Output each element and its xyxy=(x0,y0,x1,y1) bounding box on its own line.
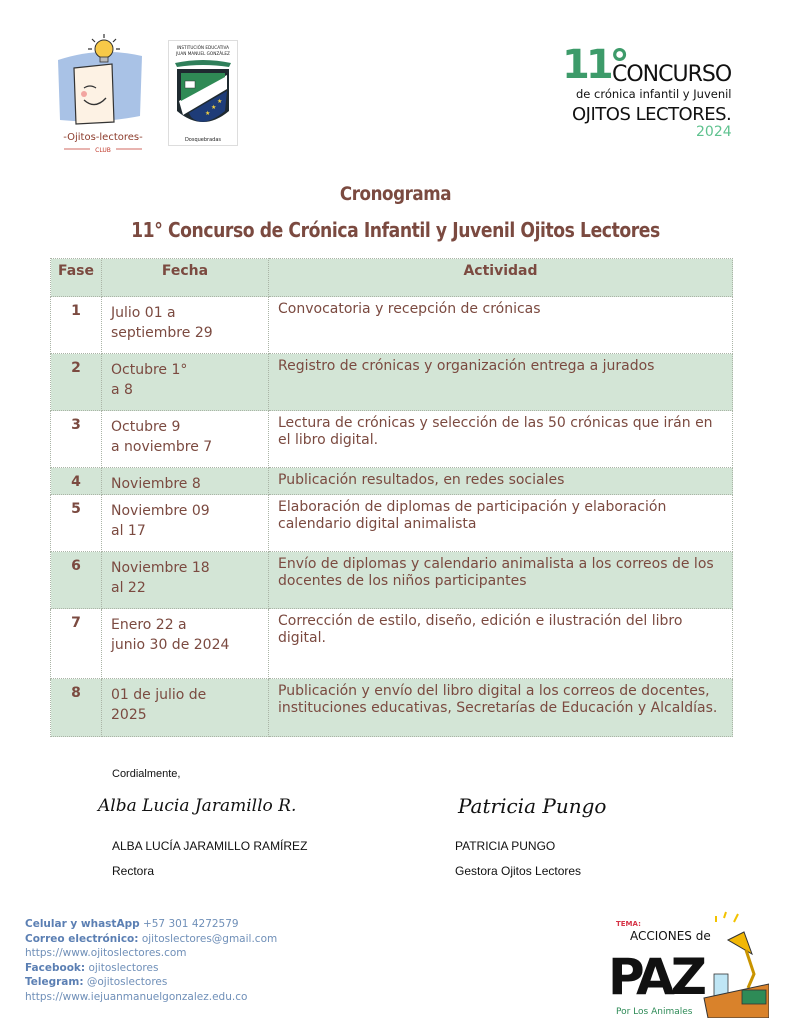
actividad-cell: Publicación resultados, en redes sociales xyxy=(269,468,733,495)
header-actividad: Actividad xyxy=(269,259,733,297)
fase-cell: 4 xyxy=(51,468,102,495)
svg-text:-Ojitos-lectores-: -Ojitos-lectores- xyxy=(63,132,143,143)
ojitos-lectores-club-logo xyxy=(50,32,156,154)
svg-text:★: ★ xyxy=(211,104,217,111)
lamp-icon xyxy=(728,932,754,988)
acciones-de-paz-badge xyxy=(604,910,769,1018)
table-row xyxy=(51,354,733,411)
signature-gestora: Patricia Pungo xyxy=(458,794,607,818)
actividad-cell: Envío de diplomas y calendario animalista a los correos de los docentes de los niños participantes xyxy=(269,552,733,609)
salutation: Cordialmente, xyxy=(112,768,181,780)
book-face xyxy=(74,64,114,124)
contact-phone: Celular y whastApp +57 301 4272579 xyxy=(25,918,239,930)
fase-cell: 1 xyxy=(51,297,102,354)
page-title: Cronograma xyxy=(339,183,452,205)
fecha-cell: Octubre 1° a 8 xyxy=(102,354,269,411)
table-row xyxy=(51,609,733,679)
svg-text:INSTITUCIÓN EDUCATIVA: INSTITUCIÓN EDUCATIVA xyxy=(176,45,230,50)
fase-cell: 8 xyxy=(51,679,102,737)
signer-role-rectora: Rectora xyxy=(112,864,155,878)
book-icon xyxy=(742,990,766,1004)
actividad-cell: Publicación y envío del libro digital a los correos de docentes, instituciones educativas, Secretarías de Educación y Alcaldías. xyxy=(269,679,733,737)
table-row xyxy=(51,411,733,468)
svg-text:★: ★ xyxy=(205,110,211,117)
schedule-table xyxy=(50,258,733,737)
svg-text:Por Los Animales: Por Los Animales xyxy=(616,1007,693,1017)
fase-cell: 3 xyxy=(51,411,102,468)
website2-link[interactable]: https://www.iejuanmanuelgonzalez.edu.co xyxy=(25,990,248,1003)
table-row xyxy=(51,468,733,495)
glass-icon xyxy=(714,974,728,996)
actividad-cell: Elaboración de diplomas de participación y elaboración calendario digital animalista xyxy=(269,495,733,552)
actividad-cell: Registro de crónicas y organización entrega a jurados xyxy=(269,354,733,411)
svg-text:★: ★ xyxy=(217,98,223,105)
contact-email: Correo electrónico: ojitoslectores@gmail.com xyxy=(25,932,278,945)
institution-crest-logo xyxy=(168,40,238,146)
concurso-logo xyxy=(560,38,750,138)
fase-cell: 5 xyxy=(51,495,102,552)
svg-text:CLUB: CLUB xyxy=(95,147,111,154)
contact-telegram: Telegram: @ojitoslectores xyxy=(25,976,168,988)
signer-name-gestora: PATRICIA PUNGO xyxy=(455,839,556,853)
fecha-cell: Julio 01 a septiembre 29 xyxy=(102,297,269,354)
actividad-cell: Convocatoria y recepción de crónicas xyxy=(269,297,733,354)
signer-name-rectora: ALBA LUCÍA JARAMILLO RAMÍREZ xyxy=(112,839,308,853)
fecha-cell: Noviembre 18 al 22 xyxy=(102,552,269,609)
svg-text:de crónica infantil y Juvenil: de crónica infantil y Juvenil xyxy=(576,87,732,101)
svg-text:Dosquebradas: Dosquebradas xyxy=(184,137,222,143)
email-link[interactable]: ojitoslectores@gmail.com xyxy=(141,932,278,945)
table-row xyxy=(51,552,733,609)
fecha-cell: Noviembre 8 xyxy=(102,468,269,495)
table-header-row xyxy=(51,259,733,297)
svg-text:11°: 11° xyxy=(562,42,626,88)
fase-cell: 6 xyxy=(51,552,102,609)
fecha-cell: Octubre 9 a noviembre 7 xyxy=(102,411,269,468)
contact-facebook: Facebook: ojitoslectores xyxy=(25,961,159,974)
fecha-cell: Enero 22 a junio 30 de 2024 xyxy=(102,609,269,679)
signature-rectora: Alba Lucia Jaramillo R. xyxy=(98,796,297,816)
svg-text:PAZ: PAZ xyxy=(608,948,704,1006)
svg-text:ACCIONES de: ACCIONES de xyxy=(630,929,711,943)
fase-cell: 7 xyxy=(51,609,102,679)
header-fecha: Fecha xyxy=(102,259,269,297)
svg-text:CONCURSO: CONCURSO xyxy=(612,62,732,87)
table-row xyxy=(51,495,733,552)
contact-info xyxy=(25,917,277,1004)
svg-text:JUAN MANUEL GONZÁLEZ: JUAN MANUEL GONZÁLEZ xyxy=(176,51,230,56)
svg-text:OJITOS LECTORES.: OJITOS LECTORES. xyxy=(572,104,732,125)
fecha-cell: 01 de julio de 2025 xyxy=(102,679,269,737)
table-row xyxy=(51,297,733,354)
signer-role-gestora: Gestora Ojitos Lectores xyxy=(455,864,582,878)
page-subtitle: 11° Concurso de Crónica Infantil y Juvenil Ojitos Lectores xyxy=(131,218,660,242)
svg-text:2024: 2024 xyxy=(696,124,732,138)
actividad-cell: Lectura de crónicas y selección de las 50 crónicas que irán en el libro digital. xyxy=(269,411,733,468)
table-row xyxy=(51,679,733,737)
header-fase: Fase xyxy=(51,259,102,297)
fase-cell: 2 xyxy=(51,354,102,411)
svg-text:TEMA:: TEMA: xyxy=(616,920,641,928)
fecha-cell: Noviembre 09 al 17 xyxy=(102,495,269,552)
website-link[interactable]: https://www.ojitoslectores.com xyxy=(25,947,187,959)
actividad-cell: Corrección de estilo, diseño, edición e ilustración del libro digital. xyxy=(269,609,733,679)
book-icon xyxy=(185,81,195,88)
